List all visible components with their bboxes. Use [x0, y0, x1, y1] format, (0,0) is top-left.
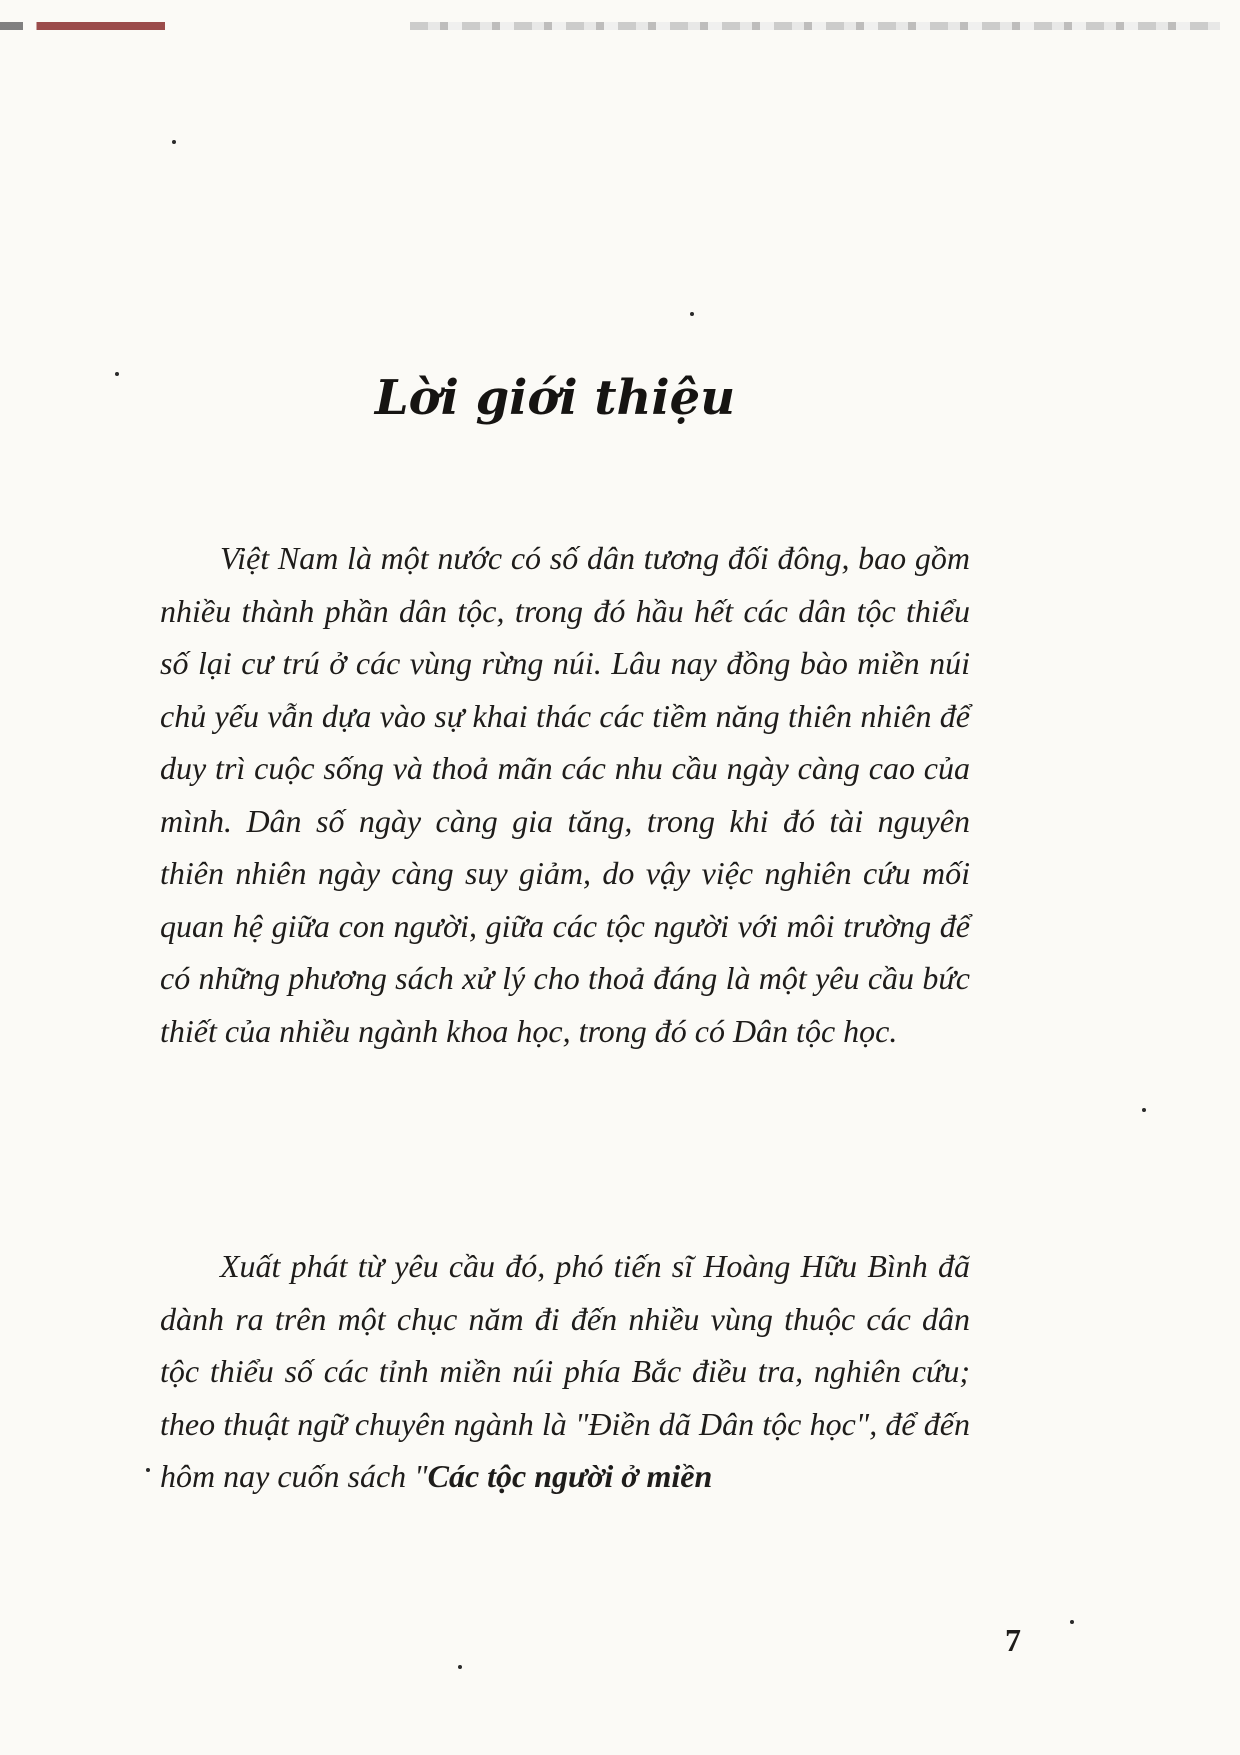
scan-speck [172, 140, 176, 144]
book-title-run: Các tộc người ở miền [427, 1458, 713, 1494]
scan-edge-artifact [410, 22, 1220, 30]
scan-speck [1142, 1108, 1146, 1112]
paragraph-2-text: Xuất phát từ yêu cầu đó, phó tiến sĩ Hoàng Hữu Bình đã dành ra trên một chục năm đi đến nhiều vùng thuộc các dân tộc thiểu số các tỉnh miền núi phía Bắc điều tra, nghiên cứu; theo thuật ngữ chuyên ngành là "Điền dã Dân tộc học", để đến hôm nay cuốn sách " [160, 1248, 970, 1494]
scan-speck [146, 1468, 150, 1472]
paragraph-1: Việt Nam là một nước có số dân tương đối đông, bao gồm nhiều thành phần dân tộc, trong đó hầu hết các dân tộc thiểu số lại cư trú ở các vùng rừng núi. Lâu nay đồng bào miền núi chủ yếu vẫn dựa vào sự khai thác các tiềm năng thiên nhiên để duy trì cuộc sống và thoả mãn các nhu cầu ngày càng cao của mình. Dân số ngày càng gia tăng, trong khi đó tài nguyên thiên nhiên ngày càng suy giảm, do vậy việc nghiên cứu mối quan hệ giữa con người, giữa các tộc người với môi trường để có những phương sách xử lý cho thoả đáng là một yêu cầu bức thiết của nhiều ngành khoa học, trong đó có Dân tộc học. [160, 540, 970, 1049]
page-number: 7 [1005, 1622, 1021, 1658]
scan-speck [458, 1665, 462, 1669]
paragraph-2 [160, 1240, 970, 1503]
scan-speck [1070, 1620, 1074, 1624]
scan-speck [690, 312, 694, 316]
page-title: Lời giới thiệu [374, 370, 736, 426]
scan-edge-artifact [0, 22, 165, 30]
